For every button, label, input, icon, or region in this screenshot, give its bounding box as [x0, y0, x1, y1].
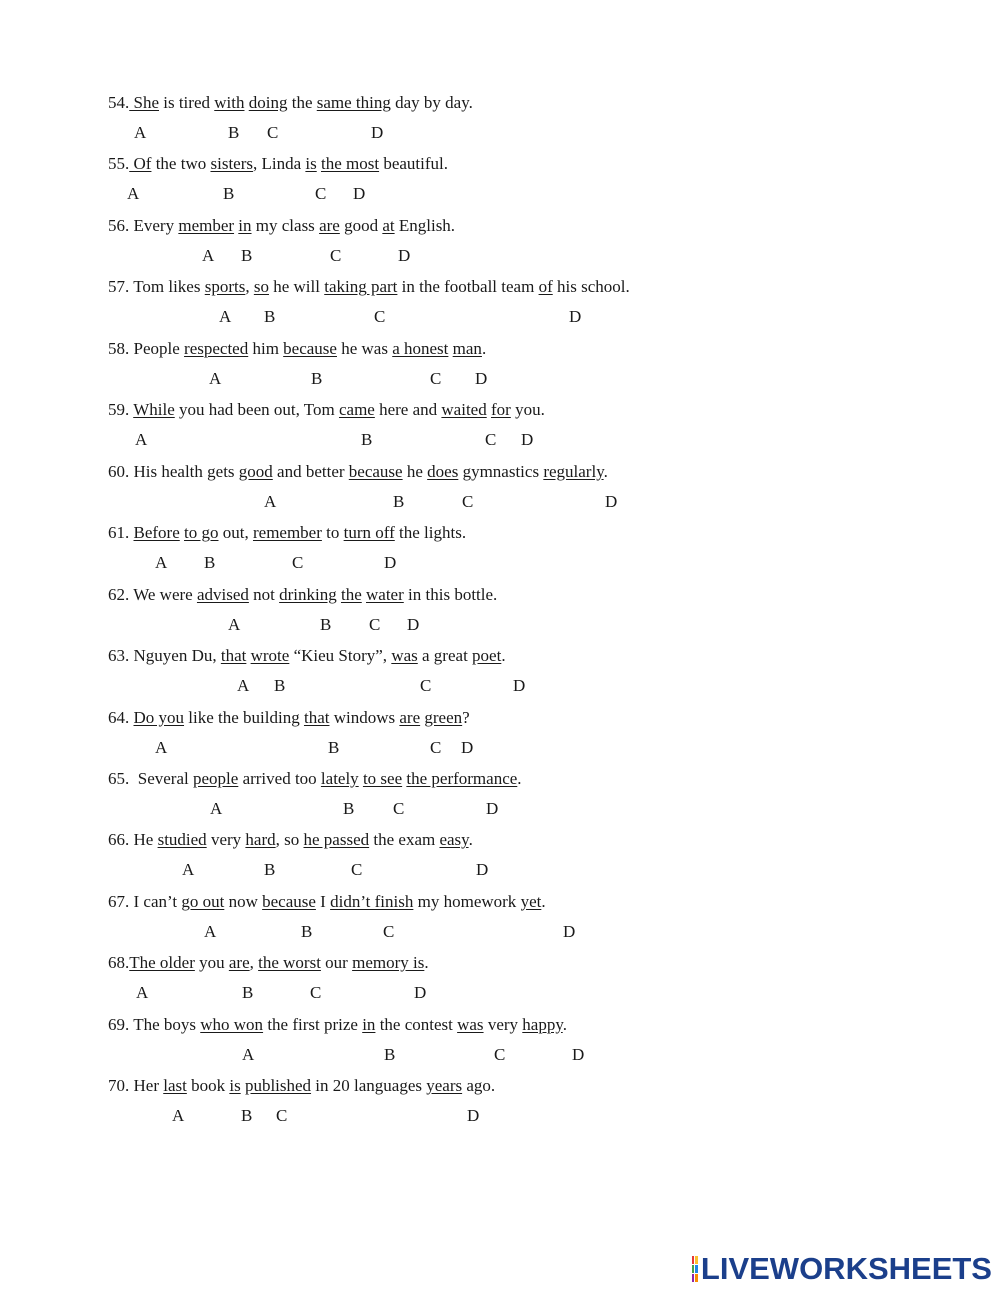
- underlined-segment: remember: [252, 523, 322, 543]
- question-number: 65.: [108, 768, 130, 788]
- underlined-segment: of: [538, 277, 553, 297]
- underlined-segment: to see: [362, 768, 403, 788]
- text-segment: .: [562, 1014, 567, 1034]
- option-c-label: C: [374, 307, 386, 327]
- question-number: 59.: [108, 400, 130, 420]
- option-a-label: A: [135, 430, 148, 450]
- option-a-label: A: [172, 1106, 185, 1126]
- text-segment: the two: [151, 154, 211, 174]
- text-segment: English.: [394, 215, 456, 235]
- question-59: [108, 400, 545, 420]
- underlined-segment: Before: [133, 523, 180, 543]
- option-a-label: A: [242, 1044, 255, 1064]
- text-segment: arrived too: [238, 768, 321, 788]
- text-segment: .: [541, 891, 546, 911]
- underlined-segment: the worst: [258, 953, 321, 973]
- text-segment: I: [315, 891, 331, 911]
- underlined-segment: The older: [129, 953, 195, 973]
- text-segment: he was: [336, 338, 393, 358]
- option-d-label: D: [572, 1044, 585, 1064]
- text-segment: He: [129, 830, 158, 850]
- underlined-segment: for: [490, 400, 511, 420]
- text-segment: to: [321, 523, 344, 543]
- underlined-segment: so: [253, 277, 269, 297]
- text-segment: beautiful.: [379, 154, 448, 174]
- text-segment: his school.: [552, 277, 630, 297]
- option-a-label: A: [219, 307, 232, 327]
- underlined-segment: good: [238, 461, 273, 481]
- text-segment: .: [468, 830, 473, 850]
- liveworksheets-logo-text: LIVEWORKSHEETS: [700, 1251, 992, 1286]
- underlined-segment: the most: [320, 154, 380, 174]
- option-a-label: A: [127, 184, 140, 204]
- text-segment: Nguyen Du,: [129, 646, 221, 666]
- option-c-label: C: [420, 676, 432, 696]
- underlined-segment: at: [382, 215, 395, 235]
- underlined-segment: came: [338, 400, 375, 420]
- question-68: [108, 953, 429, 973]
- underlined-segment: Of: [129, 154, 152, 174]
- underlined-segment: yet: [520, 891, 542, 911]
- option-c-label: C: [494, 1044, 506, 1064]
- text-segment: .: [501, 646, 506, 666]
- underlined-segment: because: [283, 338, 337, 358]
- text-segment: and better: [272, 461, 349, 481]
- text-segment: the: [287, 93, 317, 112]
- text-segment: We were: [129, 584, 197, 604]
- text-segment: very: [483, 1014, 523, 1034]
- option-b-label: B: [320, 614, 332, 634]
- question-66: [108, 830, 473, 850]
- text-segment: very: [206, 830, 246, 850]
- text-segment: Several: [129, 768, 193, 788]
- text-segment: the lights.: [394, 523, 467, 543]
- underlined-segment: memory is: [352, 953, 425, 973]
- underlined-segment: because: [348, 461, 403, 481]
- text-segment: here and: [374, 400, 442, 420]
- text-segment: in the football team: [397, 277, 539, 297]
- text-segment: ,: [245, 277, 254, 297]
- option-b-label: B: [328, 737, 340, 757]
- underlined-segment: to go: [184, 523, 219, 543]
- option-a-label: A: [134, 123, 147, 142]
- option-c-label: C: [351, 860, 363, 880]
- option-d-label: D: [605, 491, 618, 511]
- text-segment: ?: [462, 707, 470, 727]
- option-b-label: B: [204, 553, 216, 573]
- option-a-label: A: [264, 491, 277, 511]
- option-b-label: B: [228, 123, 240, 142]
- option-b-label: B: [241, 1106, 253, 1126]
- underlined-segment: the performance: [406, 768, 518, 788]
- underlined-segment: same thing: [316, 93, 391, 112]
- text-segment: in this bottle.: [403, 584, 498, 604]
- text-segment: .: [517, 768, 522, 788]
- text-segment: I can’t: [129, 891, 182, 911]
- underlined-segment: was: [457, 1014, 484, 1034]
- underlined-segment: who won: [200, 1014, 264, 1034]
- option-c-label: C: [267, 123, 279, 142]
- underlined-segment: are: [399, 707, 421, 727]
- underlined-segment: drinking: [279, 584, 337, 604]
- text-segment: windows: [329, 707, 400, 727]
- question-number: 58.: [108, 338, 130, 358]
- underlined-segment: people: [192, 768, 239, 788]
- option-c-label: C: [485, 430, 497, 450]
- underlined-segment: does: [427, 461, 459, 481]
- underlined-segment: is: [305, 154, 317, 174]
- underlined-segment: a honest: [392, 338, 449, 358]
- option-d-label: D: [407, 614, 420, 634]
- option-d-label: D: [569, 307, 582, 327]
- option-b-label: B: [311, 368, 323, 388]
- text-segment: , so: [275, 830, 304, 850]
- option-b-label: B: [264, 860, 276, 880]
- text-segment: People: [129, 338, 185, 358]
- text-segment: the first prize: [263, 1014, 363, 1034]
- option-c-label: C: [310, 983, 322, 1003]
- text-segment: ago.: [462, 1076, 496, 1096]
- option-d-label: D: [476, 860, 489, 880]
- underlined-segment: respected: [184, 338, 249, 358]
- question-70: [108, 1076, 495, 1096]
- question-69: [108, 1015, 567, 1035]
- underlined-segment: published: [244, 1076, 312, 1096]
- underlined-segment: regularly: [543, 461, 604, 481]
- underlined-segment: While: [133, 400, 175, 420]
- underlined-segment: sports: [204, 277, 246, 297]
- option-c-label: C: [276, 1106, 288, 1126]
- text-segment: him: [248, 338, 284, 358]
- question-65: [108, 769, 522, 789]
- underlined-segment: because: [262, 891, 316, 911]
- option-b-label: B: [301, 921, 313, 941]
- option-d-label: D: [414, 983, 427, 1003]
- text-segment: is tired: [159, 93, 215, 112]
- option-c-label: C: [430, 737, 442, 757]
- text-segment: ,: [249, 953, 259, 973]
- text-segment: .: [424, 953, 429, 973]
- question-number: 62.: [108, 584, 130, 604]
- question-number: 55.: [108, 154, 130, 174]
- option-d-label: D: [467, 1106, 480, 1126]
- option-a-label: A: [202, 245, 215, 265]
- question-number: 56.: [108, 215, 130, 235]
- option-b-label: B: [343, 798, 355, 818]
- option-d-label: D: [521, 430, 534, 450]
- text-segment: my class: [251, 215, 320, 235]
- text-segment: he will: [268, 277, 325, 297]
- question-number: 57.: [108, 277, 130, 297]
- underlined-segment: years: [426, 1076, 463, 1096]
- option-d-label: D: [371, 123, 384, 142]
- text-segment: good: [339, 215, 383, 235]
- option-b-label: B: [274, 676, 286, 696]
- underlined-segment: in: [238, 215, 252, 235]
- text-segment: not: [248, 584, 280, 604]
- option-a-label: A: [136, 983, 149, 1003]
- option-a-label: A: [204, 921, 217, 941]
- underlined-segment: man: [452, 338, 482, 358]
- text-segment: book: [186, 1076, 230, 1096]
- text-segment: Her: [129, 1076, 164, 1096]
- question-63: [108, 646, 506, 666]
- underlined-segment: turn off: [343, 523, 395, 543]
- underlined-segment: that: [220, 646, 247, 666]
- question-67: [108, 892, 546, 912]
- text-segment: you: [194, 953, 229, 973]
- option-d-label: D: [475, 368, 488, 388]
- option-b-label: B: [384, 1044, 396, 1064]
- liveworksheets-logo: [692, 1252, 992, 1286]
- option-d-label: D: [353, 184, 366, 204]
- text-segment: in 20 languages: [311, 1076, 427, 1096]
- question-64: [108, 708, 470, 728]
- text-segment: The boys: [129, 1014, 201, 1034]
- option-a-label: A: [237, 676, 250, 696]
- underlined-segment: water: [366, 584, 404, 604]
- underlined-segment: in: [362, 1014, 376, 1034]
- option-c-label: C: [393, 798, 405, 818]
- underlined-segment: waited: [441, 400, 487, 420]
- underlined-segment: was: [391, 646, 418, 666]
- underlined-segment: that: [303, 707, 330, 727]
- text-segment: the contest: [375, 1014, 458, 1034]
- text-segment: my homework: [413, 891, 521, 911]
- option-d-label: D: [513, 676, 526, 696]
- underlined-segment: Do you: [133, 707, 185, 727]
- underlined-segment: studied: [157, 830, 207, 850]
- option-d-label: D: [563, 921, 576, 941]
- option-c-label: C: [369, 614, 381, 634]
- underlined-segment: She: [129, 93, 159, 112]
- text-segment: he: [402, 461, 428, 481]
- underlined-segment: lately: [320, 768, 359, 788]
- underlined-segment: taking part: [324, 277, 398, 297]
- text-segment: gymnastics: [458, 461, 544, 481]
- question-number: 68.: [108, 953, 130, 973]
- text-segment: like the building: [184, 707, 304, 727]
- underlined-segment: go out: [181, 891, 225, 911]
- option-b-label: B: [242, 983, 254, 1003]
- underlined-segment: advised: [196, 584, 249, 604]
- text-segment: , Linda: [252, 154, 306, 174]
- underlined-segment: happy: [522, 1014, 563, 1034]
- underlined-segment: last: [163, 1076, 187, 1096]
- underlined-segment: hard: [245, 830, 276, 850]
- underlined-segment: didn’t finish: [330, 891, 414, 911]
- text-segment: “Kieu Story”,: [289, 646, 392, 666]
- question-number: 66.: [108, 830, 130, 850]
- option-b-label: B: [361, 430, 373, 450]
- option-b-label: B: [223, 184, 235, 204]
- text-segment: out,: [218, 523, 253, 543]
- question-number: 54.: [108, 93, 130, 112]
- underlined-segment: wrote: [250, 646, 290, 666]
- text-segment: the exam: [369, 830, 440, 850]
- liveworksheets-logo-icon: [692, 1256, 698, 1282]
- question-55: [108, 154, 448, 174]
- text-segment: Every: [129, 215, 179, 235]
- text-segment: our: [320, 953, 353, 973]
- option-c-label: C: [330, 245, 342, 265]
- question-number: 69.: [108, 1014, 130, 1034]
- option-c-label: C: [315, 184, 327, 204]
- underlined-segment: is: [229, 1076, 241, 1096]
- question-number: 60.: [108, 461, 130, 481]
- text-segment: .: [481, 338, 487, 358]
- question-57: [108, 277, 630, 297]
- option-c-label: C: [430, 368, 442, 388]
- text-segment: you had been out, Tom: [174, 400, 339, 420]
- question-number: 70.: [108, 1076, 130, 1096]
- option-a-label: A: [228, 614, 241, 634]
- underlined-segment: are: [319, 215, 340, 235]
- option-c-label: C: [292, 553, 304, 573]
- question-number: 64.: [108, 707, 130, 727]
- underlined-segment: are: [228, 953, 250, 973]
- question-58: [108, 339, 486, 359]
- text-segment: .: [603, 461, 608, 481]
- option-d-label: D: [398, 245, 411, 265]
- question-number: 61.: [108, 523, 130, 543]
- question-61: [108, 523, 466, 543]
- underlined-segment: doing: [248, 93, 288, 112]
- question-number: 67.: [108, 891, 130, 911]
- question-62: [108, 585, 497, 605]
- option-b-label: B: [393, 491, 405, 511]
- option-d-label: D: [384, 553, 397, 573]
- underlined-segment: easy: [439, 830, 469, 850]
- option-a-label: A: [210, 798, 223, 818]
- underlined-segment: member: [178, 215, 235, 235]
- underlined-segment: with: [214, 93, 245, 112]
- option-d-label: D: [486, 798, 499, 818]
- question-54: [108, 93, 473, 113]
- underlined-segment: he passed: [303, 830, 370, 850]
- option-d-label: D: [461, 737, 474, 757]
- option-b-label: B: [264, 307, 276, 327]
- question-56: [108, 216, 455, 236]
- underlined-segment: green: [424, 707, 463, 727]
- text-segment: a great: [417, 646, 473, 666]
- underlined-segment: poet: [472, 646, 502, 666]
- underlined-segment: sisters: [210, 154, 253, 174]
- option-c-label: C: [462, 491, 474, 511]
- text-segment: you.: [510, 400, 545, 420]
- text-segment: day by day.: [390, 93, 473, 112]
- text-segment: Tom likes: [129, 277, 205, 297]
- option-a-label: A: [209, 368, 222, 388]
- option-c-label: C: [383, 921, 395, 941]
- option-a-label: A: [182, 860, 195, 880]
- text-segment: His health gets: [129, 461, 239, 481]
- underlined-segment: the: [340, 584, 362, 604]
- option-a-label: A: [155, 737, 168, 757]
- option-a-label: A: [155, 553, 168, 573]
- question-number: 63.: [108, 646, 130, 666]
- text-segment: now: [224, 891, 263, 911]
- option-b-label: B: [241, 245, 253, 265]
- question-60: [108, 462, 608, 482]
